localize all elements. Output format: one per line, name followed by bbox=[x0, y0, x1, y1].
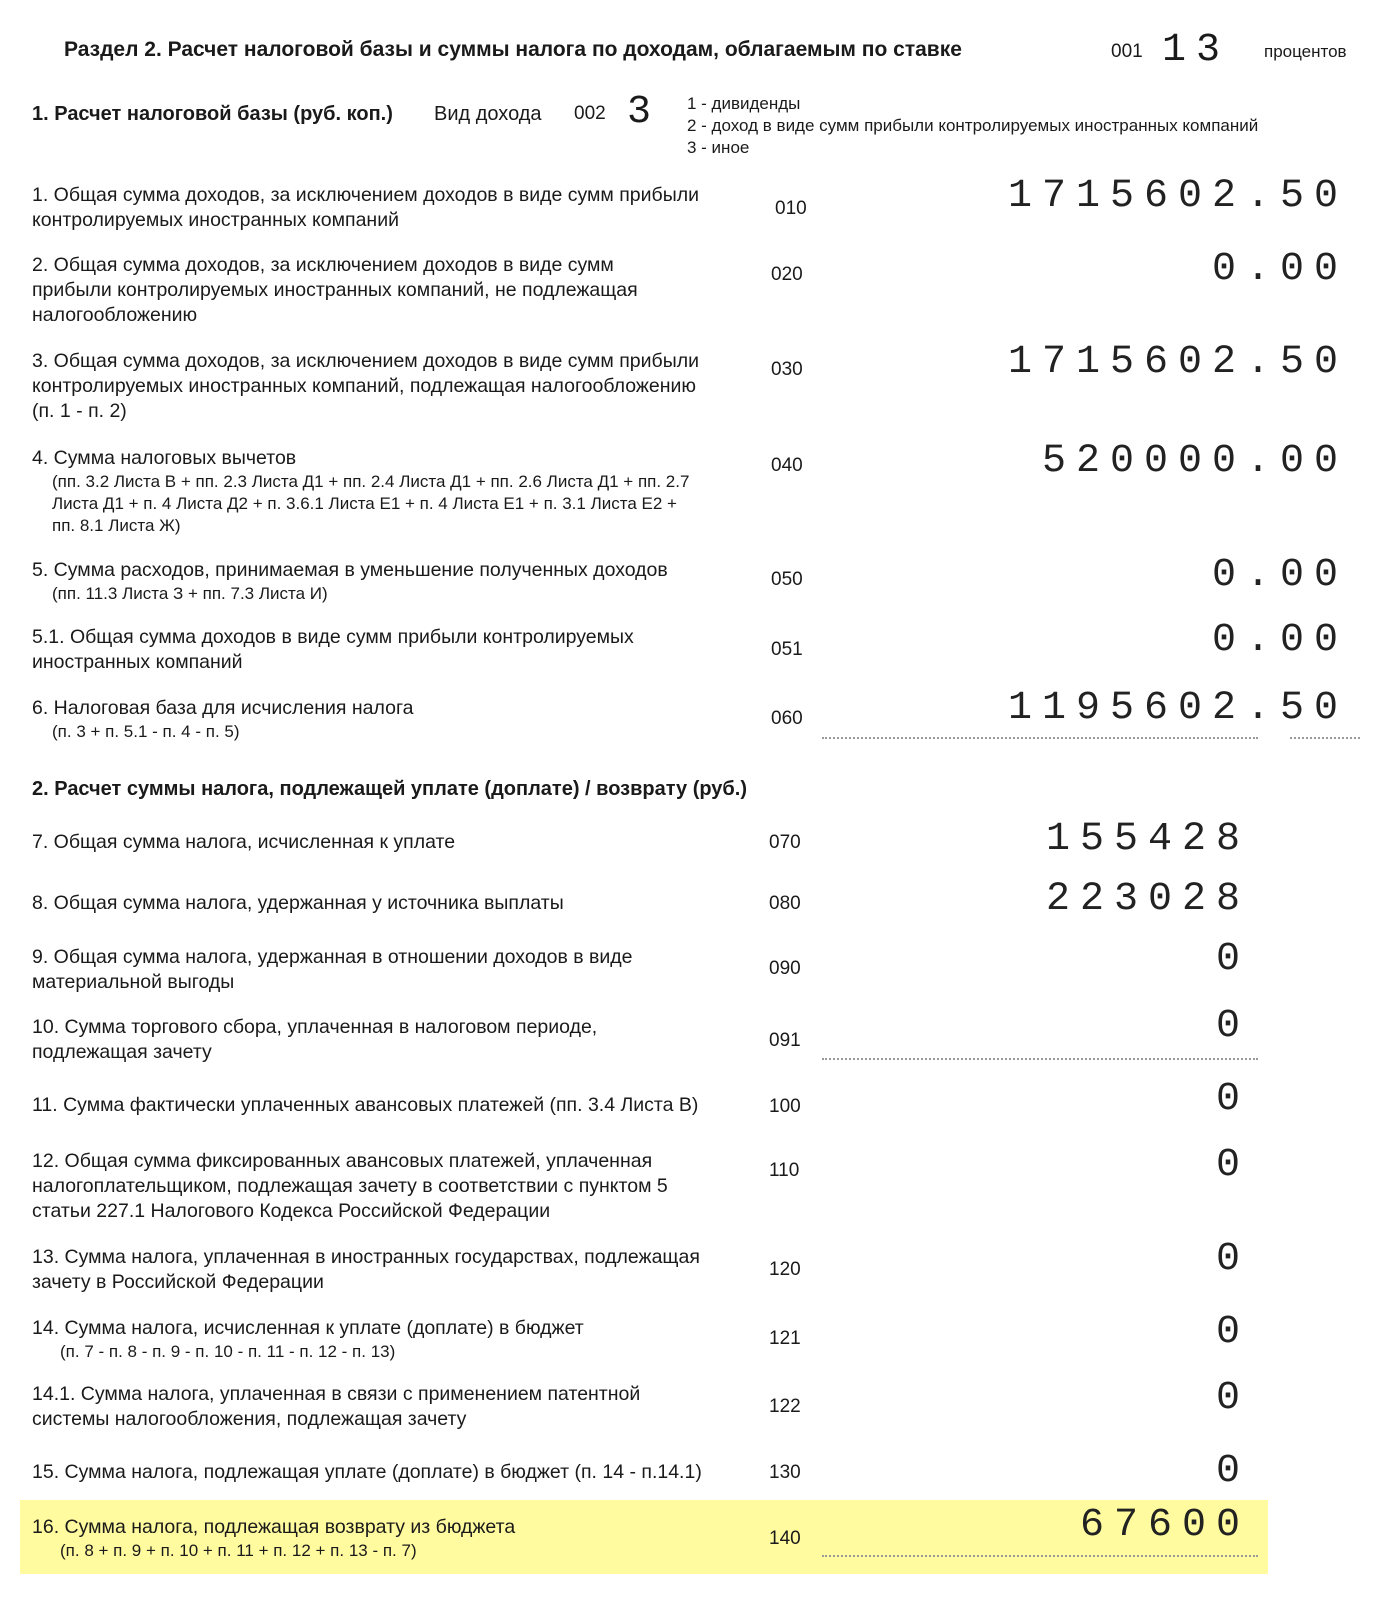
row-label: системы налогообложения, подлежащая зачету bbox=[32, 1408, 467, 1430]
row-label: налогоплательщиком, подлежащая зачету в соответствии с пунктом 5 bbox=[32, 1175, 668, 1197]
income-type-label: Вид дохода bbox=[434, 103, 542, 125]
row-label: 16. Сумма налога, подлежащая возврату из бюджета bbox=[32, 1516, 516, 1538]
row-formula: (пп. 3.2 Листа В + пп. 2.3 Листа Д1 + пп. 2.4 Листа Д1 + пп. 2.6 Листа Д1 + пп. 2.7 bbox=[52, 472, 690, 491]
row-value[interactable]: 1715602.50 bbox=[1007, 340, 1348, 385]
income-type-options bbox=[687, 93, 1258, 159]
row-code: 110 bbox=[769, 1160, 800, 1181]
row-label: контролируемых иностранных компаний bbox=[32, 209, 399, 231]
row-value[interactable]: 0 bbox=[1215, 1310, 1250, 1355]
row-code: 070 bbox=[769, 832, 801, 853]
row-label: 5.1. Общая сумма доходов в виде сумм прибыли контролируемых bbox=[32, 626, 634, 648]
row-label: подлежащая зачету bbox=[32, 1041, 212, 1063]
row-value[interactable]: 1715602.50 bbox=[1007, 174, 1348, 219]
row-code: 090 bbox=[769, 958, 801, 979]
row-code: 060 bbox=[771, 708, 803, 729]
row-code: 080 bbox=[769, 893, 801, 914]
row-label: прибыли контролируемых иностранных компаний, не подлежащая bbox=[32, 279, 638, 301]
dotted-separator bbox=[1290, 737, 1360, 739]
row-formula: (п. 8 + п. 9 + п. 10 + п. 11 + п. 12 + п. 13 - п. 7) bbox=[60, 1541, 417, 1560]
section2-title: 2. Расчет суммы налога, подлежащей уплате (доплате) / возврату (руб.) bbox=[32, 778, 747, 800]
row-value[interactable]: 0 bbox=[1215, 1077, 1250, 1122]
row-code: 130 bbox=[769, 1462, 801, 1483]
income-type-code: 002 bbox=[574, 103, 606, 124]
row-code: 050 bbox=[771, 569, 803, 590]
row-label: материальной выгоды bbox=[32, 971, 235, 993]
row-code: 120 bbox=[769, 1259, 801, 1280]
row-formula: (пп. 11.3 Листа З + пп. 7.3 Листа И) bbox=[52, 584, 328, 603]
row-label: налогообложению bbox=[32, 304, 198, 326]
row-label: 9. Общая сумма налога, удержанная в отношении доходов в виде bbox=[32, 946, 633, 968]
row-value[interactable]: 155428 bbox=[1045, 817, 1250, 862]
row-code: 091 bbox=[769, 1030, 801, 1051]
row-code: 030 bbox=[771, 359, 803, 380]
rate-value[interactable]: 13 bbox=[1162, 28, 1231, 73]
row-formula: (п. 3 + п. 5.1 - п. 4 - п. 5) bbox=[52, 722, 240, 741]
row-label: 7. Общая сумма налога, исчисленная к уплате bbox=[32, 831, 456, 853]
row-label: 1. Общая сумма доходов, за исключением доходов в виде сумм прибыли bbox=[32, 184, 699, 206]
rate-unit: процентов bbox=[1264, 42, 1347, 61]
dotted-separator bbox=[822, 1058, 1258, 1060]
income-type-option: 2 - доход в виде сумм прибыли контролируемых иностранных компаний bbox=[687, 116, 1259, 135]
page-title: Раздел 2. Расчет налоговой базы и суммы налога по доходам, облагаемым по ставке bbox=[64, 38, 962, 61]
row-formula: пп. 8.1 Листа Ж) bbox=[52, 516, 181, 535]
row-formula: (п. 7 - п. 8 - п. 9 - п. 10 - п. 11 - п. 12 - п. 13) bbox=[60, 1342, 396, 1361]
row-label: 11. Сумма фактически уплаченных авансовых платежей (пп. 3.4 Листа В) bbox=[32, 1094, 699, 1116]
row-value[interactable]: 223028 bbox=[1045, 877, 1250, 922]
dotted-separator bbox=[822, 1555, 1258, 1557]
row-value[interactable]: 0 bbox=[1215, 937, 1250, 982]
row-label: 13. Сумма налога, уплаченная в иностранных государствах, подлежащая bbox=[32, 1246, 700, 1268]
dotted-separator bbox=[822, 737, 1258, 739]
row-value[interactable]: 520000.00 bbox=[1041, 439, 1348, 484]
row-value[interactable]: 0 bbox=[1215, 1143, 1250, 1188]
income-type-value[interactable]: 3 bbox=[627, 90, 652, 135]
income-type-option: 1 - дивиденды bbox=[687, 94, 801, 113]
row-label: 4. Сумма налоговых вычетов bbox=[32, 447, 297, 469]
income-type-option: 3 - иное bbox=[687, 138, 750, 157]
row-value[interactable]: 0.00 bbox=[1211, 553, 1348, 598]
rate-code: 001 bbox=[1111, 41, 1143, 62]
row-code: 122 bbox=[769, 1396, 801, 1417]
row-code: 020 bbox=[771, 264, 803, 285]
row-code: 140 bbox=[769, 1528, 801, 1549]
row-label: 14.1. Сумма налога, уплаченная в связи с применением патентной bbox=[32, 1383, 641, 1405]
row-code: 040 bbox=[771, 455, 803, 476]
row-label: 10. Сумма торгового сбора, уплаченная в налоговом периоде, bbox=[32, 1016, 598, 1038]
row-label: иностранных компаний bbox=[32, 651, 243, 673]
row-label: контролируемых иностранных компаний, подлежащая налогообложению bbox=[32, 375, 697, 397]
row-label: 15. Сумма налога, подлежащая уплате (доплате) в бюджет (п. 14 - п.14.1) bbox=[32, 1461, 702, 1483]
row-label: 12. Общая сумма фиксированных авансовых платежей, уплаченная bbox=[32, 1150, 653, 1172]
section1-title: 1. Расчет налоговой базы (руб. коп.) bbox=[32, 103, 393, 125]
row-code: 100 bbox=[769, 1096, 801, 1117]
row-code: 121 bbox=[769, 1328, 801, 1349]
row-value[interactable]: 0 bbox=[1215, 1237, 1250, 1282]
row-label: 5. Сумма расходов, принимаемая в уменьшение полученных доходов bbox=[32, 559, 668, 581]
row-value[interactable]: 0 bbox=[1215, 1449, 1250, 1494]
row-value[interactable]: 1195602.50 bbox=[1007, 686, 1348, 731]
row-code: 010 bbox=[775, 198, 807, 219]
row-code: 051 bbox=[771, 639, 803, 660]
row-label: зачету в Российской Федерации bbox=[32, 1271, 324, 1293]
row-value[interactable]: 0 bbox=[1215, 1376, 1250, 1421]
row-label: статьи 227.1 Налогового Кодекса Российской Федерации bbox=[32, 1200, 551, 1222]
row-value[interactable]: 0.00 bbox=[1211, 618, 1348, 663]
row-label: 2. Общая сумма доходов, за исключением доходов в виде сумм bbox=[32, 254, 614, 276]
row-label: (п. 1 - п. 2) bbox=[32, 400, 127, 422]
row-formula: Листа Д1 + п. 4 Листа Д2 + п. 3.6.1 Листа Е1 + п. 4 Листа Е1 + п. 3.1 Листа Е2 + bbox=[52, 494, 677, 513]
row-value[interactable]: 67600 bbox=[1079, 1503, 1250, 1548]
row-label: 6. Налоговая база для исчисления налога bbox=[32, 697, 414, 719]
row-label: 3. Общая сумма доходов, за исключением доходов в виде сумм прибыли bbox=[32, 350, 699, 372]
row-value[interactable]: 0 bbox=[1215, 1004, 1250, 1049]
row-label: 14. Сумма налога, исчисленная к уплате (доплате) в бюджет bbox=[32, 1317, 584, 1339]
row-value[interactable]: 0.00 bbox=[1211, 247, 1348, 292]
row-label: 8. Общая сумма налога, удержанная у источника выплаты bbox=[32, 892, 564, 914]
